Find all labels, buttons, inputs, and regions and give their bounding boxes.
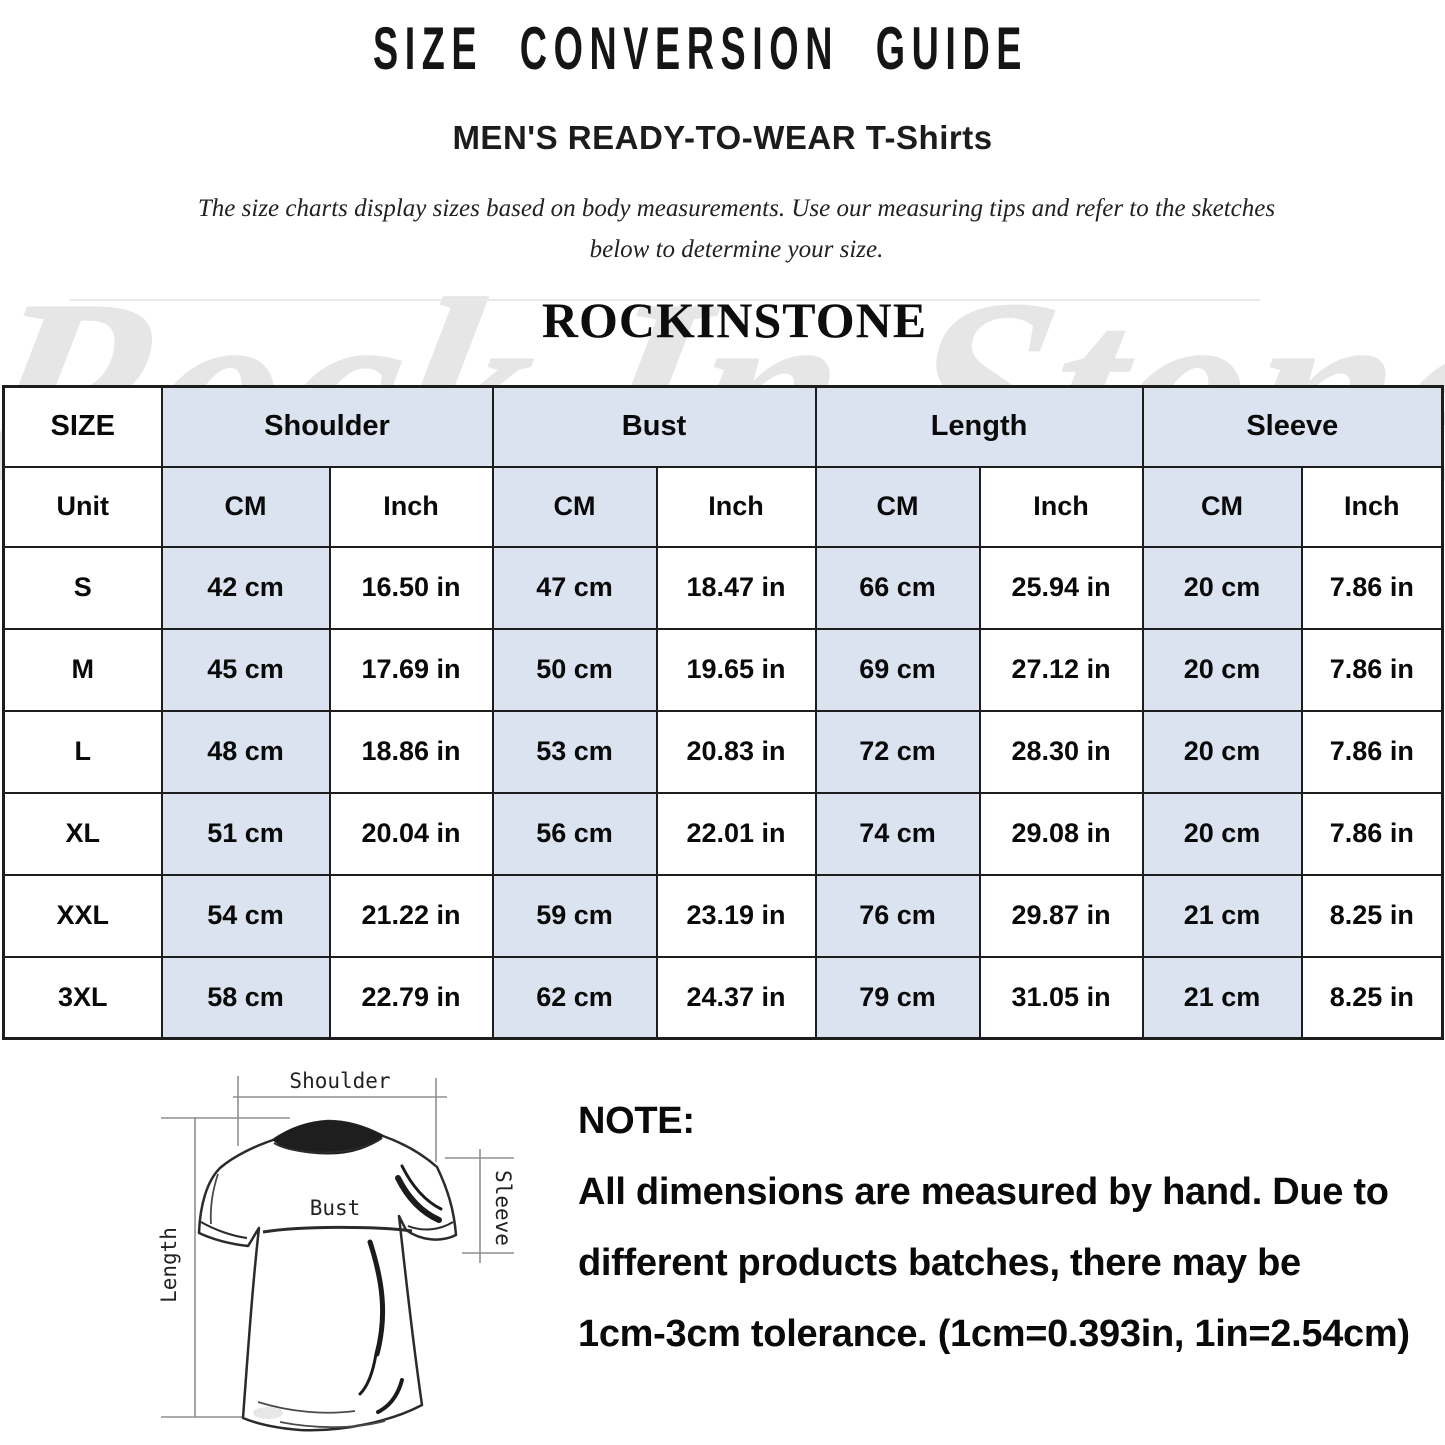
value-cell: 8.25 in xyxy=(1302,875,1443,957)
note-line: 1cm-3cm tolerance. (1cm=0.393in, 1in=2.54cm) xyxy=(578,1313,1410,1355)
value-cell: 21.22 in xyxy=(330,875,493,957)
unit-cell: CM xyxy=(162,467,330,547)
value-cell: 17.69 in xyxy=(330,629,493,711)
value-cell: 59 cm xyxy=(493,875,657,957)
value-cell: 27.12 in xyxy=(980,629,1143,711)
value-cell: 22.79 in xyxy=(330,957,493,1039)
value-cell: 25.94 in xyxy=(980,547,1143,629)
table-row xyxy=(4,629,1443,711)
unit-cell: Inch xyxy=(980,467,1143,547)
size-cell: S xyxy=(4,547,162,629)
value-cell: 7.86 in xyxy=(1302,793,1443,875)
value-cell: 18.47 in xyxy=(657,547,816,629)
group-header-bust: Bust xyxy=(493,387,816,467)
table-row xyxy=(4,711,1443,793)
group-header-sleeve: Sleeve xyxy=(1143,387,1443,467)
value-cell: 20 cm xyxy=(1143,629,1302,711)
table-header-row xyxy=(4,387,1443,467)
description-line: The size charts display sizes based on body measurements. Use our measuring tips and refer to the sketches xyxy=(197,195,1276,222)
table-row xyxy=(4,547,1443,629)
description xyxy=(14,188,1445,270)
value-cell: 20.04 in xyxy=(330,793,493,875)
note-block xyxy=(578,1086,1410,1370)
size-cell: 3XL xyxy=(4,957,162,1039)
size-cell: L xyxy=(4,711,162,793)
table-row xyxy=(4,875,1443,957)
value-cell: 8.25 in xyxy=(1302,957,1443,1039)
unit-row xyxy=(4,467,1443,547)
value-cell: 21 cm xyxy=(1143,875,1302,957)
note-heading: NOTE: xyxy=(578,1100,695,1142)
group-header-length: Length xyxy=(816,387,1143,467)
unit-cell: Unit xyxy=(4,467,162,547)
value-cell: 66 cm xyxy=(816,547,980,629)
tshirt-outline xyxy=(199,1121,456,1430)
unit-cell: Inch xyxy=(1302,467,1443,547)
description-line: below to determine your size. xyxy=(589,236,884,263)
value-cell: 50 cm xyxy=(493,629,657,711)
length-label: Length xyxy=(157,1227,181,1303)
table-row xyxy=(4,793,1443,875)
value-cell: 76 cm xyxy=(816,875,980,957)
subtitle-category: MEN'S READY-TO-WEAR xyxy=(452,119,857,156)
value-cell: 62 cm xyxy=(493,957,657,1039)
page-title: SIZE CONVERSION GUIDE xyxy=(373,13,1028,82)
unit-cell: CM xyxy=(816,467,980,547)
shoulder-label: Shoulder xyxy=(289,1069,391,1093)
note-line: different products batches, there may be xyxy=(578,1242,1301,1284)
note-line: All dimensions are measured by hand. Due to xyxy=(578,1171,1389,1213)
value-cell: 53 cm xyxy=(493,711,657,793)
value-cell: 7.86 in xyxy=(1302,711,1443,793)
value-cell: 56 cm xyxy=(493,793,657,875)
value-cell: 51 cm xyxy=(162,793,330,875)
table-row xyxy=(4,957,1443,1039)
value-cell: 24.37 in xyxy=(657,957,816,1039)
value-cell: 20 cm xyxy=(1143,547,1302,629)
value-cell: 69 cm xyxy=(816,629,980,711)
sleeve-label: Sleeve xyxy=(491,1170,515,1246)
unit-cell: CM xyxy=(1143,467,1302,547)
subtitle xyxy=(0,119,1445,157)
unit-cell: CM xyxy=(493,467,657,547)
value-cell: 7.86 in xyxy=(1302,629,1443,711)
unit-cell: Inch xyxy=(657,467,816,547)
bust-label: Bust xyxy=(309,1196,361,1220)
value-cell: 7.86 in xyxy=(1302,547,1443,629)
value-cell: 16.50 in xyxy=(330,547,493,629)
value-cell: 23.19 in xyxy=(657,875,816,957)
size-table xyxy=(2,385,1444,1040)
value-cell: 20.83 in xyxy=(657,711,816,793)
value-cell: 20 cm xyxy=(1143,711,1302,793)
size-cell: XXL xyxy=(4,875,162,957)
value-cell: 29.08 in xyxy=(980,793,1143,875)
value-cell: 20 cm xyxy=(1143,793,1302,875)
value-cell: 42 cm xyxy=(162,547,330,629)
value-cell: 22.01 in xyxy=(657,793,816,875)
tshirt-sketch xyxy=(140,1050,570,1445)
value-cell: 29.87 in xyxy=(980,875,1143,957)
value-cell: 21 cm xyxy=(1143,957,1302,1039)
group-header-shoulder: Shoulder xyxy=(162,387,493,467)
brand-name: ROCKINSTONE xyxy=(541,292,928,348)
unit-cell: Inch xyxy=(330,467,493,547)
value-cell: 54 cm xyxy=(162,875,330,957)
size-cell: M xyxy=(4,629,162,711)
value-cell: 74 cm xyxy=(816,793,980,875)
value-cell: 47 cm xyxy=(493,547,657,629)
subtitle-product: T-Shirts xyxy=(865,119,993,156)
value-cell: 72 cm xyxy=(816,711,980,793)
value-cell: 28.30 in xyxy=(980,711,1143,793)
size-cell: XL xyxy=(4,793,162,875)
value-cell: 58 cm xyxy=(162,957,330,1039)
value-cell: 19.65 in xyxy=(657,629,816,711)
value-cell: 48 cm xyxy=(162,711,330,793)
value-cell: 18.86 in xyxy=(330,711,493,793)
value-cell: 79 cm xyxy=(816,957,980,1039)
value-cell: 31.05 in xyxy=(980,957,1143,1039)
corner-header-cell: SIZE xyxy=(4,387,162,467)
value-cell: 45 cm xyxy=(162,629,330,711)
